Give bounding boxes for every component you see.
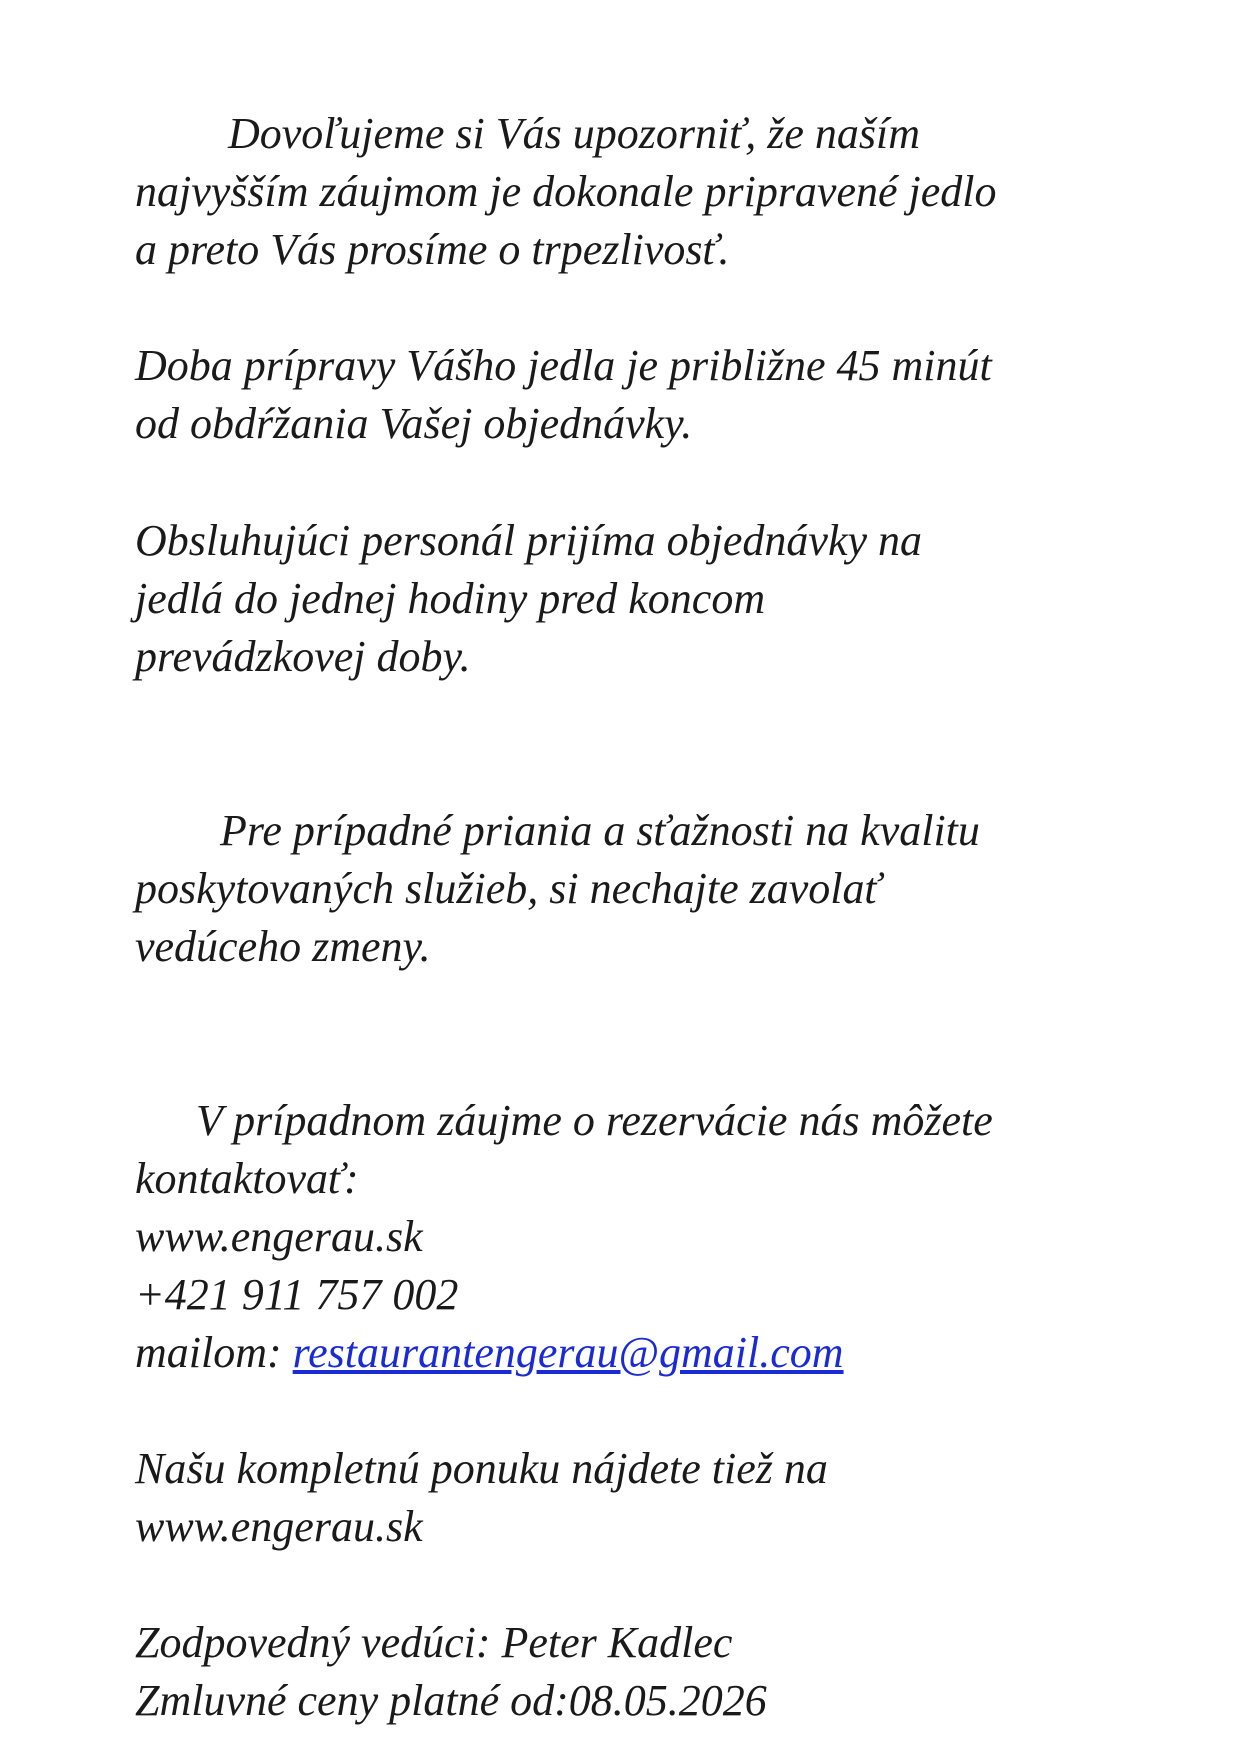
complaints-line-1: Pre prípadné priania a sťažnosti na kvalitu [220, 806, 980, 855]
order-hours-line-2: jedlá do jednej hodiny pred koncom [135, 574, 766, 623]
prep-time-line-2: od obdŕžania Vašej objednávky. [135, 399, 693, 448]
complaints-line-2: poskytovaných služieb, si nechajte zavolať [135, 864, 881, 913]
prep-time-line-1: Doba prípravy Vášho jedla je približne 45 minút [135, 341, 992, 390]
prices-valid-from: Zmluvné ceny platné od:08.05.2026 [135, 1676, 767, 1725]
complaints-line-3: vedúceho zmeny. [135, 922, 431, 971]
contact-website: www.engerau.sk [135, 1212, 423, 1261]
order-hours-line-3: prevádzkovej doby. [135, 632, 471, 681]
contact-intro-line-2: kontaktovať: [135, 1154, 359, 1203]
notice-line-3: a preto Vás prosíme o trpezlivosť. [135, 225, 730, 274]
menu-info-website: www.engerau.sk [135, 1502, 423, 1551]
order-hours-line-1: Obsluhujúci personál prijíma objednávky na [135, 516, 923, 565]
email-link[interactable]: restaurantengerau@gmail.com [292, 1328, 844, 1377]
contact-phone: +421 911 757 002 [135, 1270, 459, 1319]
menu-info-line-1: Našu kompletnú ponuku nájdete tiež na [135, 1444, 828, 1493]
contact-intro-line-1: V prípadnom záujme o rezervácie nás môžete [196, 1096, 993, 1145]
responsible-manager: Zodpovedný vedúci: Peter Kadlec [135, 1618, 733, 1667]
notice-line-1: Dovoľujeme si Vás upozorniť, že naším [228, 109, 920, 158]
email-label: mailom: [135, 1328, 293, 1377]
notice-line-2: najvyšším záujmom je dokonale pripravené jedlo [135, 167, 997, 216]
contact-email-row [135, 1324, 844, 1382]
